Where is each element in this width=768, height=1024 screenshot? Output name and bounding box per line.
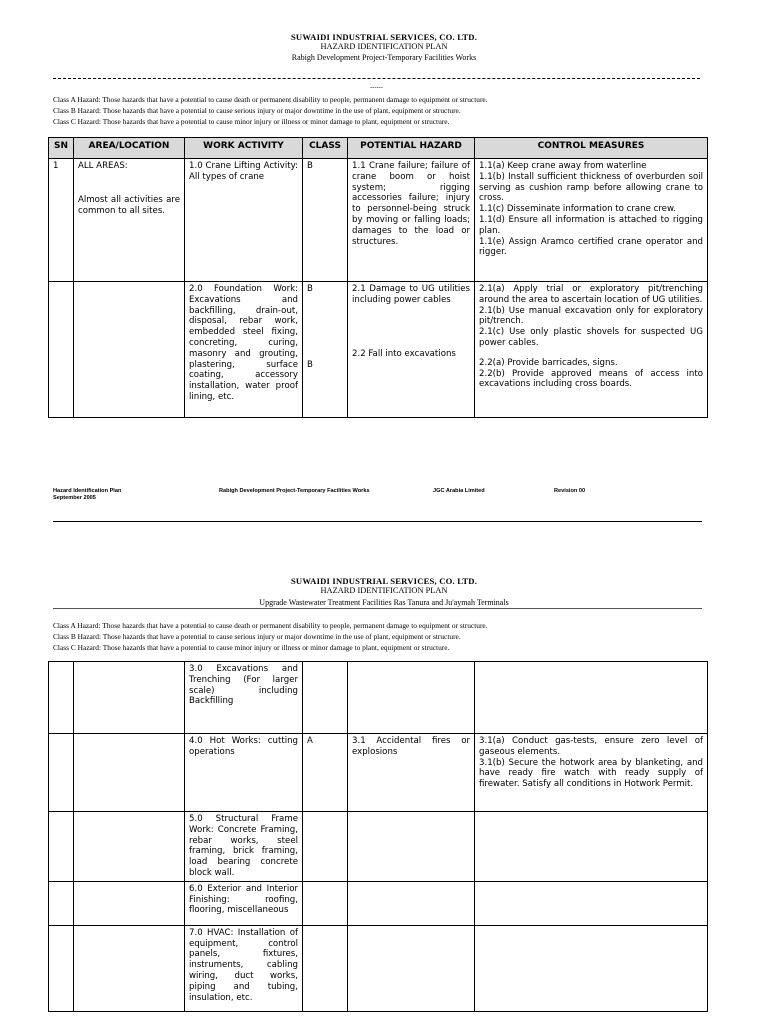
footer-revision: Revision 00 xyxy=(554,488,586,494)
row-activity: 2.0 Foundation Work: Excavations and backfilling, drain-out, disposal, rebar work, embedded steel fixing, concreting, curing, masonry and grouting, plastering, surface coating, accessory installation, water proof lining, etc. xyxy=(185,282,303,418)
dashed-divider xyxy=(53,78,700,79)
control-item: 1.1(d) Ensure all information is attached to rigging plan. xyxy=(479,214,703,236)
class-a-definition: Class A Hazard: Those hazards that have a potential to cause death or permanent disability to people, permanent damage to equipment or structure. xyxy=(53,95,488,104)
area-label: ALL AREAS: xyxy=(78,161,128,171)
row-activity: 4.0 Hot Works: cutting operations xyxy=(185,734,303,812)
row-sn xyxy=(49,925,74,1011)
row-sn xyxy=(49,881,74,925)
table-row xyxy=(49,662,708,734)
control-item: 3.1(b) Secure the hotwork area by blanketing, and have ready fire watch with ready supply of firewater. Satisfy all conditions in Hotwork Permit. xyxy=(479,757,703,790)
class-a-definition: Class A Hazard: Those hazards that have a potential to cause death or permanent disability to people, permanent damage to equipment or structure. xyxy=(53,621,488,630)
control-item: 2.1(a) Apply trial or exploratory pit/trenching around the area to ascertain location of UG utilities. xyxy=(479,284,703,305)
control-item: 2.1(b) Use manual excavation only for exploratory pit/trench. xyxy=(479,305,703,327)
class-b-definition: Class B Hazard: Those hazards that have a potential to cause serious injury or major downtime in the use of plant, equipment or structure. xyxy=(53,632,461,641)
col-controls: CONTROL MEASURES xyxy=(475,138,708,159)
control-item: 1.1(c) Disseminate information to crane crew. xyxy=(479,204,676,215)
row-hazard xyxy=(348,282,475,418)
class-value: B xyxy=(307,284,313,294)
table-header-row xyxy=(49,138,708,159)
row-area xyxy=(74,812,185,882)
row-class xyxy=(303,812,348,882)
row-area xyxy=(74,282,185,418)
class-c-definition: Class C Hazard: Those hazards that have a potential to cause minor injury or illness or minor damage to plant, equipment or structure. xyxy=(53,117,450,126)
row-sn: 1 xyxy=(49,159,74,282)
dashed-divider-tail: ------ xyxy=(370,84,383,91)
row-controls xyxy=(475,812,708,882)
row-activity: 7.0 HVAC: Installation of equipment, control panels, fixtures, instruments, cabling wiring, duct works, piping and tubing, insulation, etc. xyxy=(185,925,303,1011)
col-area: AREA/LOCATION xyxy=(74,138,185,159)
row-hazard xyxy=(348,662,475,734)
control-item: 1.1(b) Install sufficient thickness of overburden soil serving as cushion ramp before allowing crane to cross. xyxy=(479,171,703,204)
footer-project: Rabigh Development Project-Temporary Facilities Works xyxy=(219,488,370,494)
row-controls xyxy=(475,734,708,812)
class-b-definition: Class B Hazard: Those hazards that have a potential to cause serious injury or major downtime in the use of plant, equipment or structure. xyxy=(53,106,461,115)
area-note: Almost all activities are common to all sites. xyxy=(78,194,180,216)
row-controls xyxy=(475,159,708,282)
col-class: CLASS xyxy=(303,138,348,159)
page-divider xyxy=(53,521,702,522)
row-hazard xyxy=(348,812,475,882)
row-class xyxy=(303,881,348,925)
row-sn xyxy=(49,282,74,418)
control-item: 1.1(a) Keep crane away from waterline xyxy=(479,161,647,171)
footer-date: September 2005 xyxy=(53,495,96,501)
row-controls xyxy=(475,881,708,925)
control-item: 3.1(a) Conduct gas-tests, ensure zero level of gaseous elements. xyxy=(479,736,703,757)
table-row xyxy=(49,925,708,1011)
row-area xyxy=(74,159,185,282)
row-sn xyxy=(49,812,74,882)
class-value: B xyxy=(307,359,313,370)
control-item: 2.2(a) Provide barricades, signs. xyxy=(479,357,618,368)
col-sn: SN xyxy=(49,138,74,159)
row-hazard: 3.1 Accidental fires or explosions xyxy=(348,734,475,812)
hazard-item: 2.1 Damage to UG utilities including power cables xyxy=(352,284,470,305)
row-area xyxy=(74,734,185,812)
col-hazard: POTENTIAL HAZARD xyxy=(348,138,475,159)
row-activity: 3.0 Excavations and Trenching (For larger scale) including Backfilling xyxy=(185,662,303,734)
project-name: Upgrade Wastewater Treatment Facilities Ras Tanura and Ju'aymah Terminals xyxy=(259,598,509,607)
row-activity: 1.0 Crane Lifting Activity: All types of crane xyxy=(185,159,303,282)
footer-contractor: JGC Arabia Limited xyxy=(433,488,485,494)
class-c-definition: Class C Hazard: Those hazards that have a potential to cause minor injury or illness or minor damage to plant, equipment or structure. xyxy=(53,643,450,652)
row-hazard: 1.1 Crane failure; failure of crane boom or hoist system; rigging accessories failure; injury to personnel-being struck by moving or falling loads; damages to the load or structures. xyxy=(348,159,475,282)
header-divider xyxy=(53,608,702,609)
row-sn xyxy=(49,662,74,734)
plan-title: HAZARD IDENTIFICATION PLAN xyxy=(320,42,448,51)
project-name: Rabigh Development Project-Temporary Facilities Works xyxy=(291,53,477,62)
row-controls xyxy=(475,282,708,418)
row-class xyxy=(303,925,348,1011)
table-row xyxy=(49,734,708,812)
hazard-table xyxy=(48,137,708,418)
control-item: 2.1(c) Use only plastic shovels for suspected UG power cables. xyxy=(479,327,703,348)
row-class: B xyxy=(303,159,348,282)
row-class xyxy=(303,662,348,734)
row-hazard xyxy=(348,925,475,1011)
row-class xyxy=(303,282,348,418)
row-sn xyxy=(49,734,74,812)
row-activity: 6.0 Exterior and Interior Finishing: roofing, flooring, miscellaneous xyxy=(185,881,303,925)
row-hazard xyxy=(348,881,475,925)
row-controls xyxy=(475,662,708,734)
row-class: A xyxy=(303,734,348,812)
control-item: 1.1(e) Assign Aramco certified crane operator and rigger. xyxy=(479,236,703,258)
hazard-table-continued xyxy=(48,661,708,1012)
control-item: 2.2(b) Provide approved means of access into excavations including cross boards. xyxy=(479,368,703,390)
table-row xyxy=(49,812,708,882)
hazard-item: 2.2 Fall into excavations xyxy=(352,348,456,359)
plan-title: HAZARD IDENTIFICATION PLAN xyxy=(320,586,448,595)
row-controls xyxy=(475,925,708,1011)
company-name: SUWAIDI INDUSTRIAL SERVICES, CO. LTD. xyxy=(290,32,478,42)
row-activity: 5.0 Structural Frame Work: Concrete Framing, rebar works, steel framing, brick framing, load bearing concrete block wall. xyxy=(185,812,303,882)
table-row xyxy=(49,881,708,925)
footer-doc-title: Hazard Identification Plan xyxy=(53,488,122,494)
row-area xyxy=(74,662,185,734)
row-area xyxy=(74,925,185,1011)
table-row xyxy=(49,282,708,418)
row-area xyxy=(74,881,185,925)
table-row xyxy=(49,159,708,282)
company-name: SUWAIDI INDUSTRIAL SERVICES, CO. LTD. xyxy=(290,576,478,586)
col-activity: WORK ACTIVITY xyxy=(185,138,303,159)
